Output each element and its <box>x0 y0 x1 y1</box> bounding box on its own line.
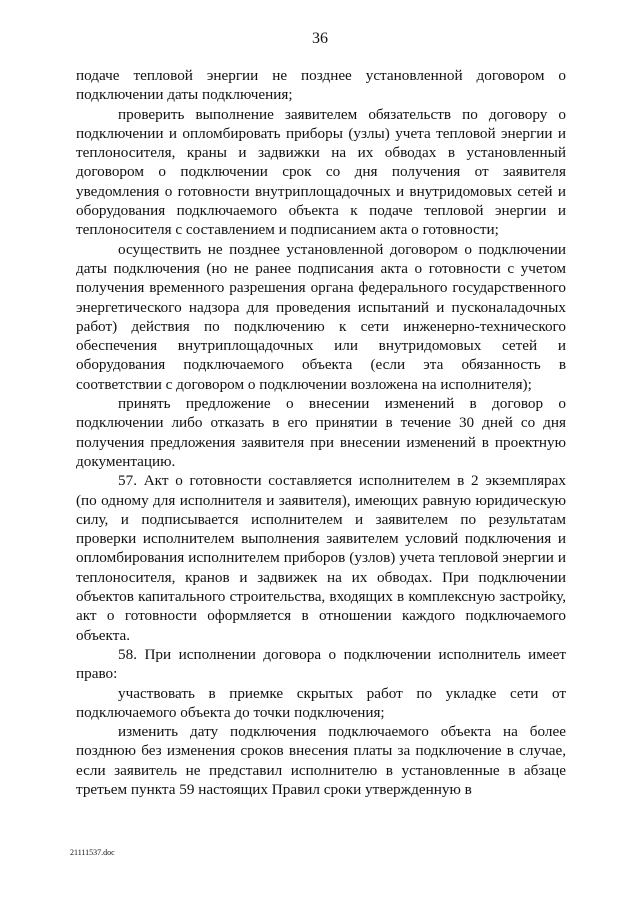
paragraph-change-date: изменить дату подключения подключаемого объекта на более позднюю без изменения сроков внесения платы за подключение в случае, если заявитель не представил исполнителю в установленные в абзаце третьем пункта 59 настоящих Правил сроки утвержденную в <box>76 723 566 798</box>
paragraph-participate-acceptance: участвовать в приемке скрытых работ по укладке сети от подключаемого объекта до точки подключения; <box>76 684 566 721</box>
paragraph-item-58: 58. При исполнении договора о подключении исполнитель имеет право: <box>76 645 566 683</box>
paragraph-perform-connection: осуществить не позднее установленной договором о подключении даты подключения (но не ранее подписания акта о готовности с учетом получения временного разрешения органа федерального государственного энергетического надзора для проведения испытаний и пусконаладочных работ) действия по подключению к сети инженерно-технического обеспечения внутриплощадочных или внутридомовых сетей и оборудования подключаемого объекта (если эта обязанность в соответствии с договором о подключении возложена на исполнителя); <box>76 240 566 393</box>
paragraph-verify-obligations: проверить выполнение заявителем обязательств по договору о подключении и опломбировать приборы (узлы) учета тепловой энергии и теплоносителя, краны и задвижки на их обводах в установленный договором о подключении срок со дня получения от заявителя уведомления о готовности внутриплощадочных и внутридомовых сетей и оборудования подключаемого объекта к подаче тепловой энергии и теплоносителя с составлением и подписанием акта о готовности; <box>76 105 566 239</box>
footer-file-name: 21111537.doc <box>70 848 115 857</box>
paragraph-item-57: 57. Акт о готовности составляется исполнителем в 2 экземплярах (по одному для исполнителя и заявителя), имеющих равную юридическую силу, и подписывается исполнителем и заявителем по результатам проверки исполнителем выполнения заявителем условий подключения и опломбирования исполнителем приборов (узлов) учета тепловой энергии и теплоносителя, кранов и задвижек на их обводах. При подключении объектов капитального строительства, входящих в комплексную застройку, акт о готовности оформляется в отношении каждого подключаемого объекта. <box>76 472 566 644</box>
paragraph-accept-changes: принять предложение о внесении изменений в договор о подключении либо отказать в его принятии в течение 30 дней со дня получения предложения заявителя при внесении изменений в проектную документацию. <box>76 395 566 470</box>
page-number: 36 <box>312 30 328 47</box>
paragraph-continuation: подаче тепловой энергии не позднее установленной договором о подключении даты подключения; <box>76 67 566 104</box>
document-body <box>76 66 566 799</box>
